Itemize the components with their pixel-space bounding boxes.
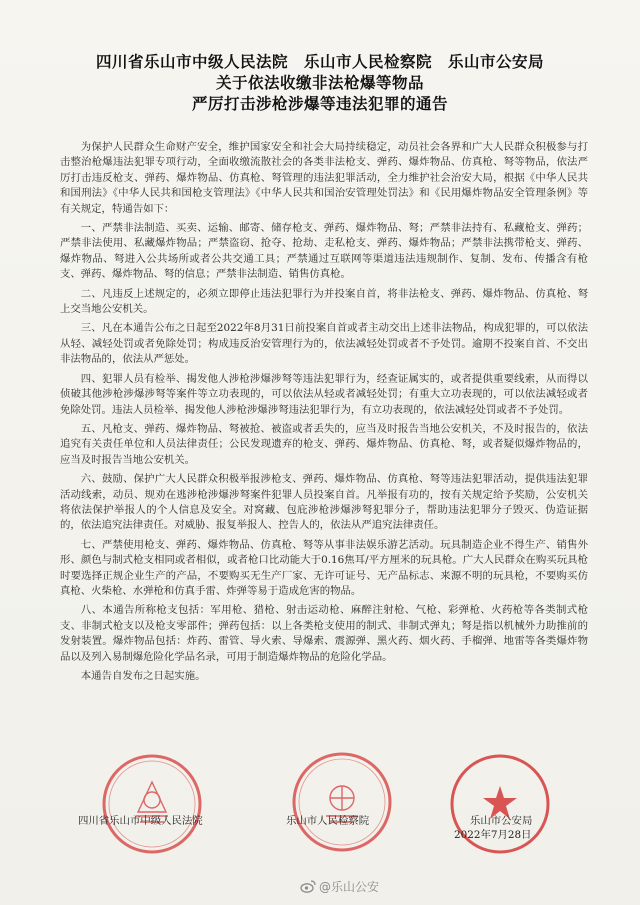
signature-police: 乐山市公安局 <box>470 815 533 827</box>
paragraph-item-8: 八、本通告所称枪支包括：军用枪、猎枪、射击运动枪、麻醉注射枪、气枪、彩弹枪、火药枪等各类制式枪支、非制式枪支以及枪支零部件；弹药包括：以上各类枪支使用的制式、非制式弹丸；弩是指以机械外力助推前的发射装置。爆炸物品包括：炸药、雷管、导火索、导爆索、震源弹、黑火药、烟火药、手榴弹、地雷等各类爆炸物品以及列入易制爆危险化学品名录，可用于制造爆炸物品的危险化学品。 <box>60 604 588 663</box>
paragraph-item-1: 一、严禁非法制造、买卖、运输、邮寄、储存枪支、弹药、爆炸物品、弩；严禁非法持有、私藏枪支、弹药；严禁非法使用、私藏爆炸物品；严禁盗窃、抢夺、抢劫、走私枪支、弹药、爆炸物品；严禁非法携带枪支、弹药、爆炸物品、弩进入公共场所或者公共交通工具；严禁通过互联网等渠道违法违规制作、复制、发布、传播含有枪支、弹药、爆炸物品、弩的信息；严禁非法制造、销售仿真枪。 <box>60 222 588 281</box>
title-line-notice: 严厉打击涉枪涉爆等违法犯罪的通告 <box>191 95 448 113</box>
title-line-subject: 关于依法收缴非法枪爆等物品 <box>215 74 424 92</box>
paragraph-item-6: 六、鼓励、保护广大人民群众积极举报涉枪支、弹药、爆炸物品、仿真枪、弩等违法犯罪活动，提供违法犯罪活动线索，动员、规劝在逃涉枪涉爆涉弩案件犯罪人员投案自首。凡举报有功的，按有关规定给予奖励，公安机关将依法保护举报人的个人信息及安全。对窝藏、包庇涉枪涉爆涉弩犯罪分子，帮助违法犯罪分子毁灭、伪造证据的，依法追究法律责任。对威胁、报复举报人、控告人的，依法从严追究法律责任。 <box>60 473 588 532</box>
notice-title <box>0 52 640 115</box>
paragraph-item-2: 二、凡违反上述规定的，必须立即停止违法犯罪行为并投案自首，将非法枪支、弹药、爆炸物品、仿真枪、弩上交当地公安机关。 <box>60 287 588 316</box>
watermark-text: @乐山公安 <box>319 880 380 894</box>
paragraph-item-5: 五、凡枪支、弹药、爆炸物品、弩被抢、被盗或者丢失的，应当及时报告当地公安机关，不及时报告的，依法追究有关责任单位和人员法律责任；公民发现遗弃的枪支、弹药、爆炸物品、仿真枪、弩，或者疑似爆炸物品的，应当及时报告当地公安机关。 <box>60 422 588 466</box>
weibo-icon <box>300 879 316 896</box>
title-line-issuers: 四川省乐山市中级人民法院 乐山市人民检察院 乐山市公安局 <box>95 53 544 71</box>
signature-court: 四川省乐山市中级人民法院 <box>78 815 203 827</box>
paragraph-item-7: 七、严禁使用枪支、弹药、爆炸物品、仿真枪、弩等从事非法娱乐游艺活动。玩具制造企业不得生产、销售外形、颜色与制式枪支相同或者相似，或者枪口比动能大于0.16焦耳/平方厘米的玩具枪。广大人民群众在购买玩具枪时要选择正规企业生产的产品，不要购买无生产厂家、无许可证号、无产品标志、来源不明的玩具枪，不要购买仿真枪、火柴枪、水弹枪和仿真手雷、炸弹等易于造成危害的物品。 <box>60 538 588 597</box>
paragraph-item-3: 三、凡在本通告公布之日起至2022年8月31日前投案自首或者主动交出上述非法物品，构成犯罪的，可以依法从轻、减轻处罚或者免除处罚；构成违反治安管理行为的，依法减轻处罚或者不予处罚。逾期不投案自首、不交出非法物品的，依法从严惩处。 <box>60 322 588 366</box>
paragraph-item-4: 四、犯罪人员有检举、揭发他人涉枪涉爆涉弩等违法犯罪行为，经查证属实的，或者提供重要线索，从而得以侦破其他涉枪涉爆涉弩等案件等立功表现的，可以依法从轻或者减轻处罚；有重大立功表现的，可以依法减轻或者免除处罚。违法人员检举、揭发他人涉枪涉爆涉弩违法犯罪行为，有立功表现的，依法减轻处罚或者不予处罚。 <box>60 372 588 416</box>
notice-body <box>60 140 588 688</box>
signature-date: 2022年7月28日 <box>454 829 532 841</box>
signature-row <box>78 808 578 848</box>
paragraph-preamble: 为保护人民群众生命财产安全，维护国家安全和社会大局持续稳定，动员社会各界和广大人民群众积极参与打击整治枪爆违法犯罪专项行动，全面收缴流散社会的各类非法枪支、弹药、爆炸物品、仿真枪、弩等物品，依法严厉打击违反枪支、弹药、爆炸物品、仿真枪、弩管理的违法犯罪活动，全力维护社会治安大局，根据《中华人民共和国刑法》《中华人民共和国枪支管理法》《中华人民共和国治安管理处罚法》和《民用爆炸物品安全管理条例》等有关规定，特通告如下： <box>60 141 588 215</box>
weibo-watermark <box>300 878 379 896</box>
paragraph-effective: 本通告自发布之日起实施。 <box>80 670 206 682</box>
signature-procuratorate: 乐山市人民检察院 <box>286 815 370 827</box>
